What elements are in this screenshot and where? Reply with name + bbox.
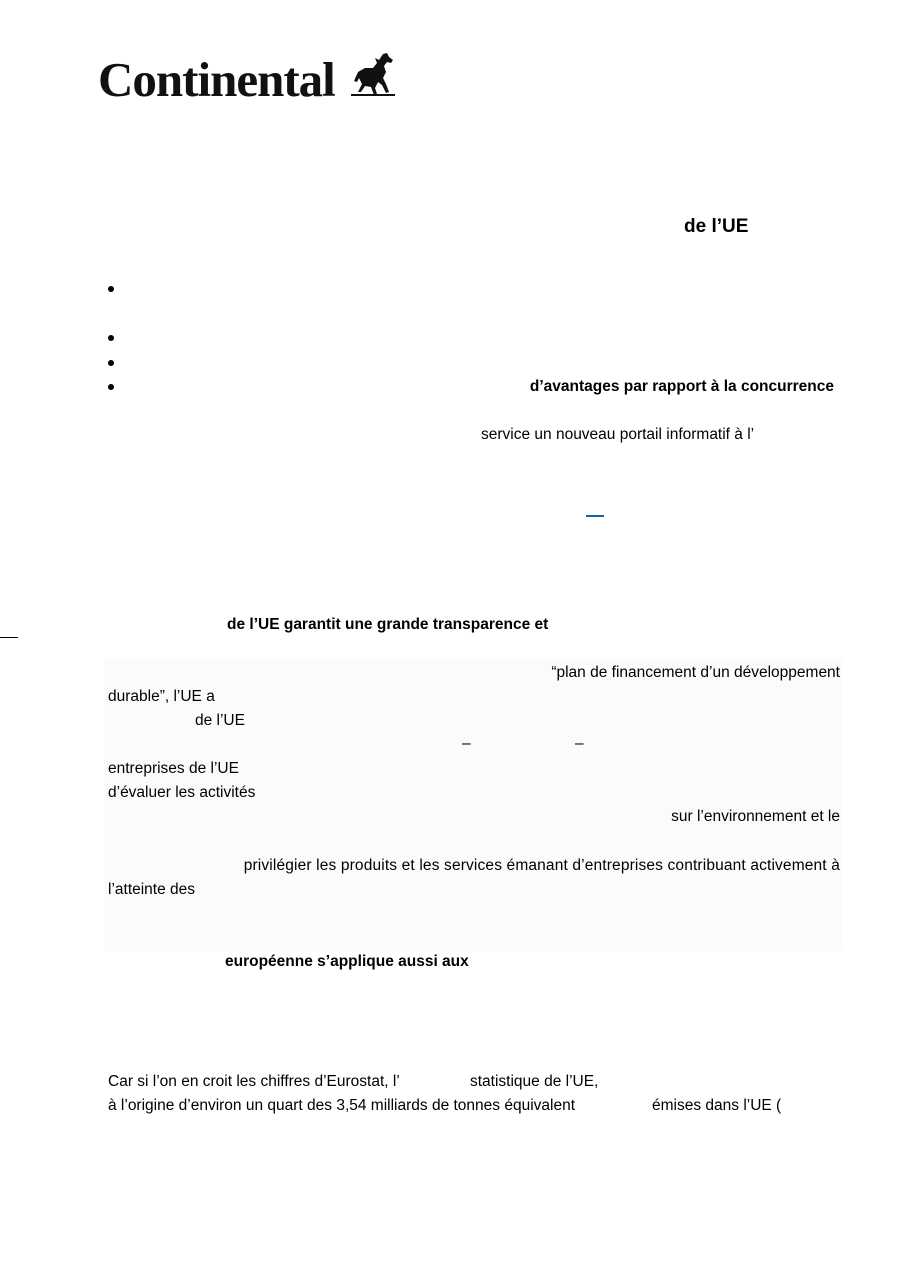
shaded-line-6: d’évaluer les activités <box>108 784 256 801</box>
closing-line-1a: Car si l’on en croit les chiffres d’Eurostat, l’ <box>108 1073 400 1090</box>
shaded-line-9: l’atteinte des <box>108 881 196 898</box>
intro-line: service un nouveau portail informatif à l’ <box>481 426 755 443</box>
closing-line-2b: émises dans l’UE ( <box>652 1097 782 1114</box>
shaded-dash-2: – <box>575 735 584 752</box>
bullet-3 <box>108 357 118 367</box>
bullet-1 <box>108 283 118 293</box>
logo-wordmark: Continental <box>98 52 335 107</box>
continental-logo <box>98 50 398 112</box>
bullet-4-text: d’avantages par rapport à la concurrence <box>529 378 834 395</box>
rearing-horse-icon <box>353 52 397 98</box>
closing-line-1b: statistique de l’UE, <box>470 1073 599 1090</box>
headline-fragment: de l’UE <box>684 216 749 237</box>
shaded-line-3: de l’UE <box>195 712 245 729</box>
shaded-line-2: durable”, l’UE a <box>108 688 215 705</box>
margin-rule <box>0 637 18 638</box>
bullet-4 <box>108 381 118 391</box>
portal-link[interactable] <box>586 515 604 517</box>
subheading-transparency: de l’UE garantit une grande transparence et <box>227 616 549 633</box>
logo-underline <box>351 94 395 96</box>
shaded-line-1: “plan de financement d’un développement <box>551 664 840 681</box>
shaded-line-7: sur l’environnement et le <box>671 808 840 825</box>
closing-line-2a: à l’origine d’environ un quart des 3,54 milliards de tonnes équivalent <box>108 1097 576 1114</box>
shaded-line-8: privilégier les produits et les services émanant d’entreprises contribuant activement à <box>243 857 840 874</box>
shaded-dash-1: – <box>462 735 471 752</box>
bullet-2 <box>108 332 118 342</box>
shaded-line-5: entreprises de l’UE <box>108 760 239 777</box>
subheading-applies: européenne s’applique aussi aux <box>225 953 469 970</box>
